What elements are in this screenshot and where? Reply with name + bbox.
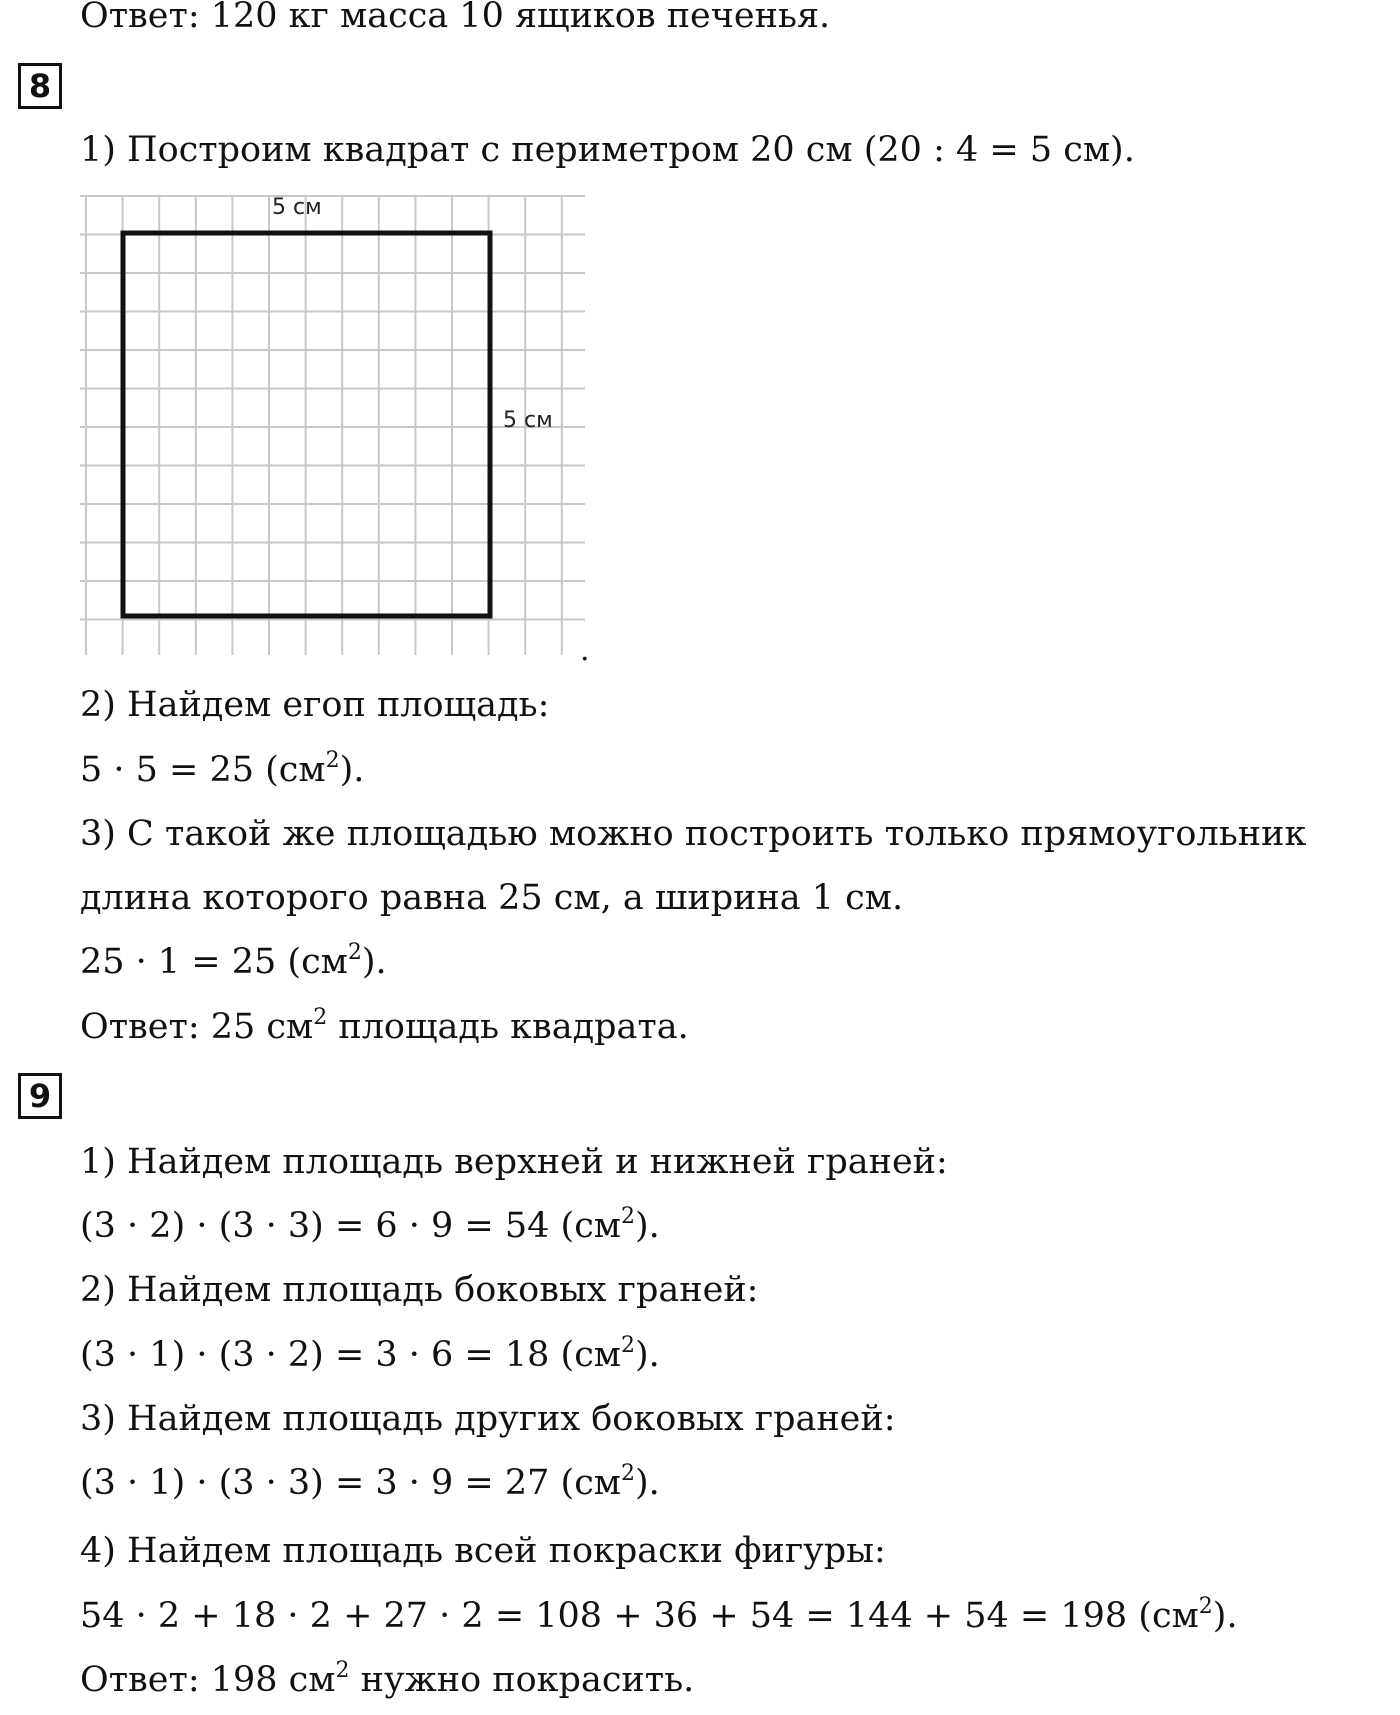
task8-step3b: длина которого равна 25 см, а ширина 1 см. xyxy=(80,878,904,918)
task8-step1: 1) Построим квадрат с периметром 20 см (20 : 4 = 5 см). xyxy=(80,130,1135,170)
task9-calc4: 54 · 2 + 18 · 2 + 27 · 2 = 108 + 36 + 54 = 144 + 54 = 198 $(см^2)$. xyxy=(80,1594,1238,1636)
task9-step1: 1) Найдем площадь верхней и нижней граней: xyxy=(80,1142,948,1182)
label-top-side: 5 см xyxy=(272,195,322,220)
task9-calc3: (3 · 1) · (3 · 3) = 3 · 9 = 27 $(см^2)$. xyxy=(80,1461,660,1503)
task-number-8: 8 xyxy=(18,63,62,109)
task9-calc1: (3 · 2) · (3 · 3) = 6 · 9 = 54 $(см^2)$. xyxy=(80,1204,660,1246)
task-number-9: 9 xyxy=(18,1073,62,1119)
trailing-dot: . xyxy=(580,633,590,668)
task8-step2: 2) Найдем егоп площадь: xyxy=(80,685,550,725)
task9-step4: 4) Найдем площадь всей покраски фигуры: xyxy=(80,1531,886,1571)
task8-answer: Ответ: 25 $см^2$ площадь квадрата. xyxy=(80,1005,689,1047)
task8-step3a: 3) С такой же площадью можно построить только прямоугольник xyxy=(80,814,1307,854)
task9-step2: 2) Найдем площадь боковых граней: xyxy=(80,1270,759,1310)
square-grid-figure xyxy=(0,0,1400,680)
task9-step3: 3) Найдем площадь других боковых граней: xyxy=(80,1399,896,1439)
label-right-side: 5 см xyxy=(503,408,553,433)
task8-calc2: 25 · 1 = 25 $(см^2)$. xyxy=(80,940,387,982)
task9-answer: Ответ: 198 $см^2$ нужно покрасить. xyxy=(80,1658,695,1700)
previous-answer: Ответ: 120 кг масса 10 ящиков печенья. xyxy=(80,0,831,36)
task8-calc1: 5 · 5 = 25 $(см^2)$. xyxy=(80,748,365,790)
task9-calc2: (3 · 1) · (3 · 2) = 3 · 6 = 18 $(см^2)$. xyxy=(80,1333,660,1375)
